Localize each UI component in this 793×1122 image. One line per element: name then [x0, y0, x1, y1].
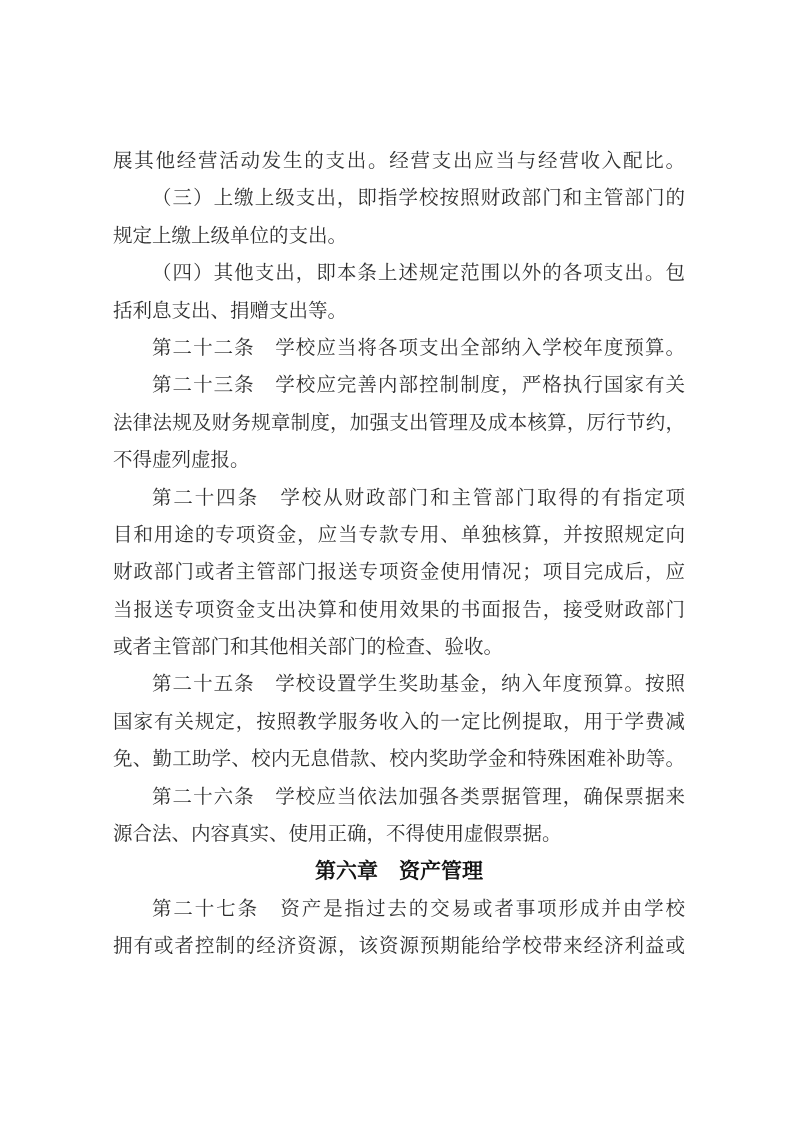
text-line-article-22: 第二十二条 学校应当将各项支出全部纳入学校年度预算。: [152, 337, 685, 359]
text-line: （三）上缴上级支出，即指学校按照财政部门和主管部门的: [152, 188, 685, 210]
text-line: 源合法、内容真实、使用正确，不得使用虚假票据。: [113, 824, 562, 846]
text-line-article-27: 第二十七条 资产是指过去的交易或者事项形成并由学校: [152, 898, 685, 920]
text-line: 拥有或者控制的经济资源，该资源预期能给学校带来经济利益或: [113, 936, 685, 958]
text-line: 或者主管部门和其他相关部门的检查、验收。: [113, 637, 504, 659]
text-line: 展其他经营活动发生的支出。经营支出应当与经营收入配比。: [113, 151, 685, 172]
chapter-heading: 第六章 资产管理: [315, 860, 483, 884]
text-line: 规定上缴上级单位的支出。: [113, 225, 348, 247]
text-line-article-24: 第二十四条 学校从财政部门和主管部门取得的有指定项: [152, 487, 685, 509]
text-line: 国家有关规定，按照教学服务收入的一定比例提取，用于学费减: [113, 711, 685, 733]
document-text-block: [113, 143, 685, 966]
text-line-article-26: 第二十六条 学校应当依法加强各类票据管理，确保票据来: [152, 786, 685, 808]
text-line: 法律法规及财务规章制度，加强支出管理及成本核算，厉行节约，: [113, 412, 685, 434]
text-line: 不得虚列虚报。: [113, 450, 250, 472]
text-line: 免、勤工助学、校内无息借款、校内奖助学金和特殊困难补助等。: [113, 749, 685, 771]
text-line: 财政部门或者主管部门报送专项资金使用情况；项目完成后，应: [113, 562, 685, 584]
text-line: （四）其他支出，即本条上述规定范围以外的各项支出。包: [152, 263, 685, 285]
text-line: 目和用途的专项资金，应当专款专用、单独核算，并按照规定向: [113, 524, 685, 546]
text-line: 当报送专项资金支出决算和使用效果的书面报告，接受财政部门: [113, 599, 685, 621]
text-line: 括利息支出、捐赠支出等。: [113, 300, 348, 322]
text-line-article-23: 第二十三条 学校应完善内部控制制度，严格执行国家有关: [152, 375, 685, 397]
text-line-article-25: 第二十五条 学校设置学生奖助基金，纳入年度预算。按照: [152, 674, 685, 696]
